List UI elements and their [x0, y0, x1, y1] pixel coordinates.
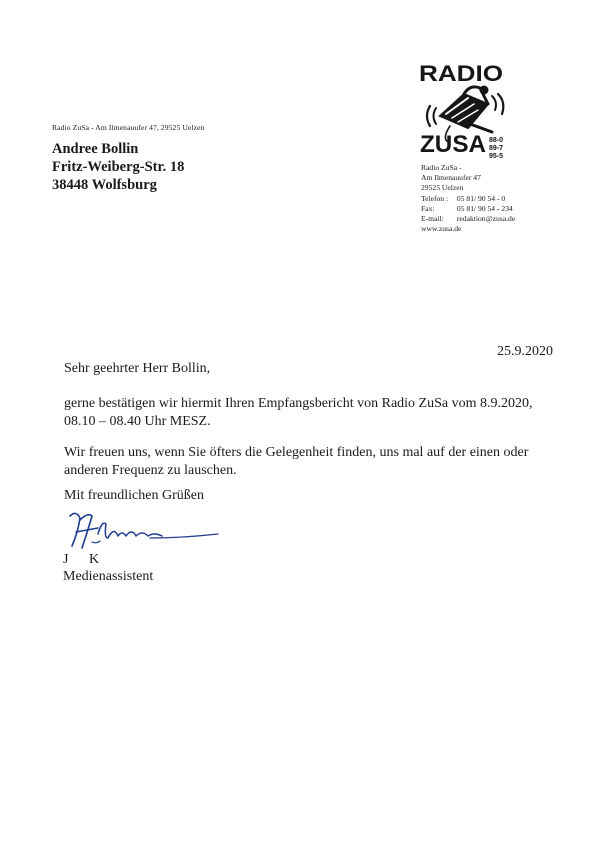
- handwritten-signature: [62, 508, 222, 556]
- phone-value: 05 81/ 90 54 - 0: [456, 193, 506, 203]
- sender-city: 29525 Uelzen: [421, 183, 464, 193]
- fax-label: Fax:: [421, 203, 435, 213]
- initial-first: J: [63, 552, 69, 567]
- recipient-street: Fritz-Weiberg-Str. 18: [52, 159, 185, 175]
- email-value: redaktion@zusa.de: [456, 214, 516, 224]
- invitation-paragraph: [64, 444, 564, 480]
- salutation: Sehr geehrter Herr Bollin,: [64, 361, 211, 376]
- initial-last: K: [89, 552, 100, 567]
- email-label: E-mail:: [421, 214, 444, 224]
- confirmation-paragraph: [64, 395, 564, 431]
- confirmation-line-1: gerne bestätigen wir hiermit Ihren Empfangsbericht von Radio ZuSa vom 8.9.2020,: [64, 396, 533, 411]
- letter-date: 25.9.2020: [497, 344, 553, 359]
- sender-street: Am Ilmenauufer 47: [421, 173, 481, 183]
- sender-phone-row: [421, 194, 515, 204]
- confirmation-line-2: 08.10 – 08.40 Uhr MESZ.: [64, 414, 211, 429]
- invitation-line-1: Wir freuen uns, wenn Sie öfters die Gelegenheit finden, uns mal auf der einen oder: [64, 445, 529, 460]
- fax-value: 05 81/ 90 54 - 234: [456, 203, 513, 213]
- sender-name: Radio ZuSa -: [421, 163, 462, 172]
- recipient-name: Andree Bollin: [52, 141, 139, 157]
- sender-fax-row: [421, 204, 515, 214]
- signatory-initials: [63, 552, 99, 568]
- logo-frequency-3: 95-5: [489, 153, 504, 160]
- invitation-line-2: anderen Frequenz zu lauschen.: [64, 463, 237, 478]
- sender-email-row: [421, 214, 515, 224]
- logo-word-radio: RADIO: [419, 61, 503, 86]
- logo-word-zusa: ZUSA: [420, 131, 486, 158]
- return-address-line: Radio ZuSa - Am Ilmenauufer 47, 29525 Uelzen: [52, 123, 205, 132]
- closing-phrase: Mit freundlichen Grüßen: [64, 488, 204, 503]
- signatory-role: Medienassistent: [63, 569, 154, 584]
- phone-label: Telefon :: [421, 193, 449, 203]
- recipient-city: 38448 Wolfsburg: [52, 177, 157, 193]
- recipient-address: [52, 140, 184, 194]
- sender-contact-block: [421, 163, 515, 234]
- sender-website: www.zusa.de: [421, 224, 462, 234]
- logo-frequency-2: 89-7: [489, 145, 504, 152]
- radio-zusa-logo: [418, 58, 518, 164]
- logo-frequency-1: 88-0: [489, 137, 504, 144]
